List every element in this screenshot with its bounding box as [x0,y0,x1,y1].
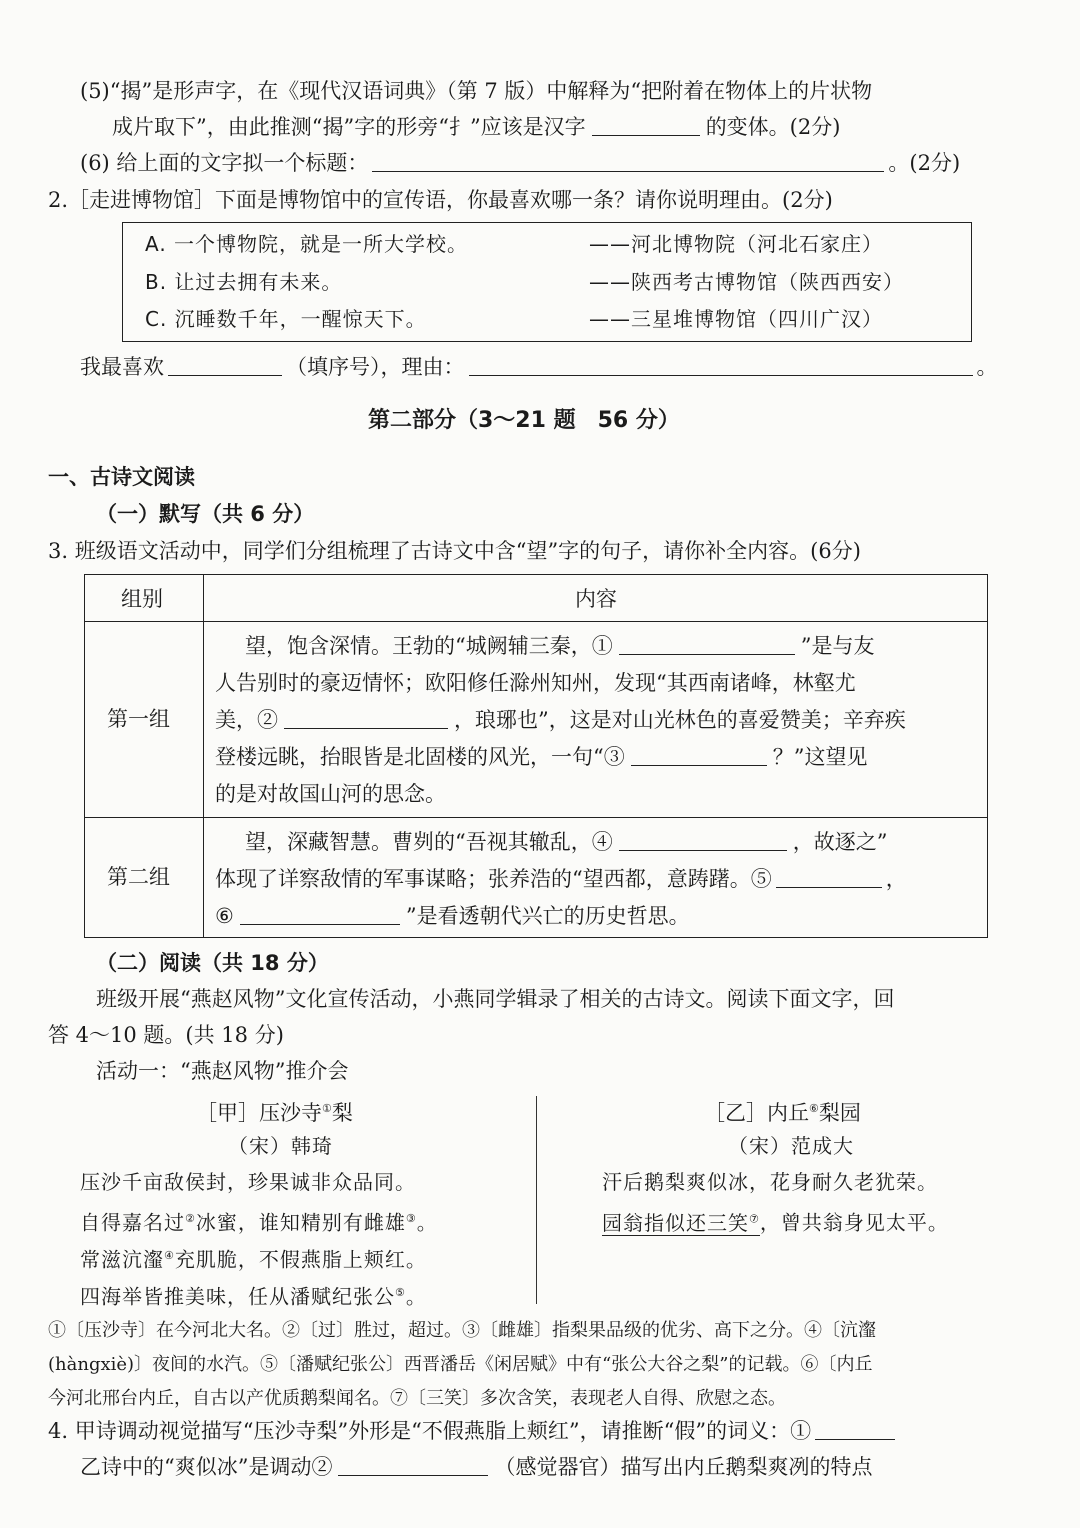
blank-5[interactable] [776,865,882,888]
poem-text: 。 [405,1284,427,1309]
poem-text: 常滋沆瀣 [80,1247,164,1272]
poem-jia-line4 [80,1278,427,1312]
title-blank[interactable] [372,149,884,172]
q3-prompt: 3. 班级语文活动中，同学们分组梳理了古诗文中含“望”字的句子，请你补全内容。(6分) [48,539,861,563]
q3-table [84,574,988,938]
answer-blank[interactable] [592,113,700,136]
q1-item5-line1: (5)“揭”是形声字，在《现代汉语词典》（第 7 版）中解释为“把附着在物体上的片状物 [80,79,873,103]
section1-title: 一、古诗文阅读 [48,465,195,489]
group2-line2 [215,864,907,894]
q2-answer-label: 我最喜欢 [80,355,164,379]
group1-text: 登楼远眺，抬眼皆是北固楼的风光，一句“③ [215,745,625,769]
activity1-title: 活动一：“燕赵风物”推介会 [96,1059,349,1083]
poem-jia-title-text: 梨 [331,1101,353,1125]
q1-item6-end: 。(2分) [888,151,961,175]
header-content: 内容 [575,587,617,611]
blank-3[interactable] [631,743,767,766]
poem-jia-line2 [80,1204,438,1238]
group1-text: ”是与友 [800,634,875,658]
group1-line5: 的是对故国山河的思念。 [215,782,446,806]
blank-1[interactable] [619,632,795,655]
group2-text: 望，深藏智慧。曹刿的“吾视其辙乱，④ [245,830,613,854]
slogan-source-a: ——河北博物院（河北石家庄） [589,232,883,256]
group2-text: 体现了详察敌情的军事谋略；张养浩的“望西都，意踌躇。⑤ [215,867,772,891]
poem-text: 四海举皆推美味，任从潘赋纪张公 [80,1284,395,1309]
group1-label: 第一组 [107,707,170,731]
poem-yi-title [704,1094,861,1128]
poem-yi-title-text: ［乙］内丘 [704,1101,809,1125]
notes-line2: (hàngxiè)〕夜间的水汽。⑤〔潘赋纪张公〕西晋潘岳《闲居赋》中有“张公大谷之梨”的记载。⑥〔内丘 [48,1354,873,1375]
group2-text: ，故逐之” [792,830,888,854]
poem-text: ，曾共翁身见太平。 [759,1210,949,1235]
underlined-phrase [602,1211,760,1236]
poem-jia-author: （宋）韩琦 [228,1134,333,1158]
footnote-mark: ⑥ [809,1102,819,1115]
blank-q4-1[interactable] [815,1417,895,1440]
q1-item6-line [80,148,960,178]
part2-title: 第二部分（3～21 题 56 分） [368,408,680,433]
group2-text: ⑥ [215,904,234,928]
footnote-mark: ① [322,1102,332,1115]
poem-jia-line1: 压沙千亩敌侯封，珍果诚非众品同。 [80,1170,416,1194]
slogan-source-b: ——陕西考古博物馆（陕西西安） [589,270,904,294]
header-group: 组别 [121,587,163,611]
poem-yi-line1: 汗后鹅梨爽似冰，花身耐久老犹荣。 [602,1170,938,1194]
blank-2[interactable] [284,706,448,729]
slogan-option-b: B. 让过去拥有未来。 [145,270,343,294]
q4-text: （感觉器官）描写出内丘鹅梨爽冽的特点 [494,1455,873,1479]
q1-item5-line2 [112,112,840,142]
q2-answer-end: 。 [976,355,998,379]
group2-text: ”是看透朝代兴亡的历史哲思。 [405,904,690,928]
group2-line3 [215,901,690,931]
group1-text: 美，② [215,708,278,732]
group1-text: 望，饱含深情。王勃的“城阙辅三秦，① [245,634,613,658]
blank-6[interactable] [240,902,400,925]
poem-text: 自得嘉名过 [80,1210,185,1235]
group1-text: ？”这望见 [772,745,868,769]
slogan-source-c: ——三星堆博物馆（四川广汉） [589,307,883,331]
footnote-mark: ③ [405,1212,417,1225]
group1-line1 [245,631,874,661]
slogan-option-a: A. 一个博物院，就是一所大学校。 [145,232,469,256]
reason-blank[interactable] [469,353,973,376]
table-col-divider [203,575,204,937]
poem-yi-author: （宋）范成大 [728,1134,854,1158]
choice-blank[interactable] [168,353,282,376]
q1-item5-text: 成片取下”，由此推测“揭”字的形旁“扌”应该是汉字 [112,115,586,139]
poem-text: 充肌脆，不假燕脂上颊红。 [174,1247,427,1272]
footnote-mark: ⑤ [395,1286,406,1299]
poem-jia-title-text: ［甲］压沙寺 [196,1101,322,1125]
q4-text: 乙诗中的“爽似冰”是调动② [80,1455,333,1479]
poem-text: 园翁指似还三笑 [602,1210,749,1235]
q1-item6-text: (6) 给上面的文字拟一个标题： [80,151,369,175]
group1-line2: 人告别时的豪迈情怀；欧阳修任滁州知州，发现“其西南诸峰，林壑尤 [215,671,856,695]
footnote-mark: ② [185,1212,196,1225]
footnote-mark: ⑦ [749,1212,760,1225]
q2-prompt: 2.［走进博物馆］下面是博物馆中的宣传语，你最喜欢哪一条？请你说明理由。(2分) [48,188,833,212]
group1-text: ，琅琊也”，这是对山光林色的喜爱赞美；辛弃疾 [454,708,906,732]
sub2-title: （二）阅读（共 18 分） [96,951,329,975]
group1-line3 [215,705,906,735]
poem-jia-line3 [80,1241,427,1275]
blank-q4-2[interactable] [338,1453,488,1476]
poem-yi-line2 [602,1204,949,1238]
table-row-divider [85,817,987,818]
group2-text: ， [885,867,907,891]
notes-line3: 今河北邢台内丘，自古以产优质鹅梨闻名。⑦〔三笑〕多次含笑，表现老人自得、欣慰之态。 [48,1388,786,1409]
footnote-mark: ④ [164,1249,175,1262]
slogan-option-c: C. 沉睡数千年，一醒惊天下。 [145,307,427,331]
q1-item5-end: 的变体。(2分) [705,115,841,139]
q2-reason-label: （填序号），理由： [286,355,465,379]
notes-line1: ①〔压沙寺〕在今河北大名。②〔过〕胜过，超过。③〔雌雄〕指梨果品级的优劣、高下之分。④〔沆瀣 [48,1320,876,1341]
group2-line1 [245,827,887,857]
poem-text: 。 [416,1210,438,1235]
slogan-box [122,222,972,342]
group2-label: 第二组 [107,865,170,889]
sub1-title: （一）默写（共 6 分） [96,502,315,526]
q4-text: 4. 甲诗调动视觉描写“压沙寺梨”外形是“不假燕脂上颊红”，请推断“假”的词义：① [48,1419,812,1443]
q2-answer-line [80,352,998,382]
reading-intro-line1: 班级开展“燕赵风物”文化宣传活动，小燕同学辑录了相关的古诗文。阅读下面文字，回 [96,987,895,1011]
poem-yi-title-text: 梨园 [818,1101,861,1125]
poem-divider [536,1096,537,1304]
poem-jia-title [196,1094,353,1128]
reading-intro-line2: 答 4～10 题。(共 18 分) [48,1023,284,1047]
q4-line1 [48,1416,895,1446]
blank-4[interactable] [619,828,787,851]
poem-text: 冰蜜，谁知精别有雌雄 [195,1210,406,1235]
group1-line4 [215,742,867,772]
table-row-divider [85,621,987,622]
q4-line2 [80,1452,872,1482]
